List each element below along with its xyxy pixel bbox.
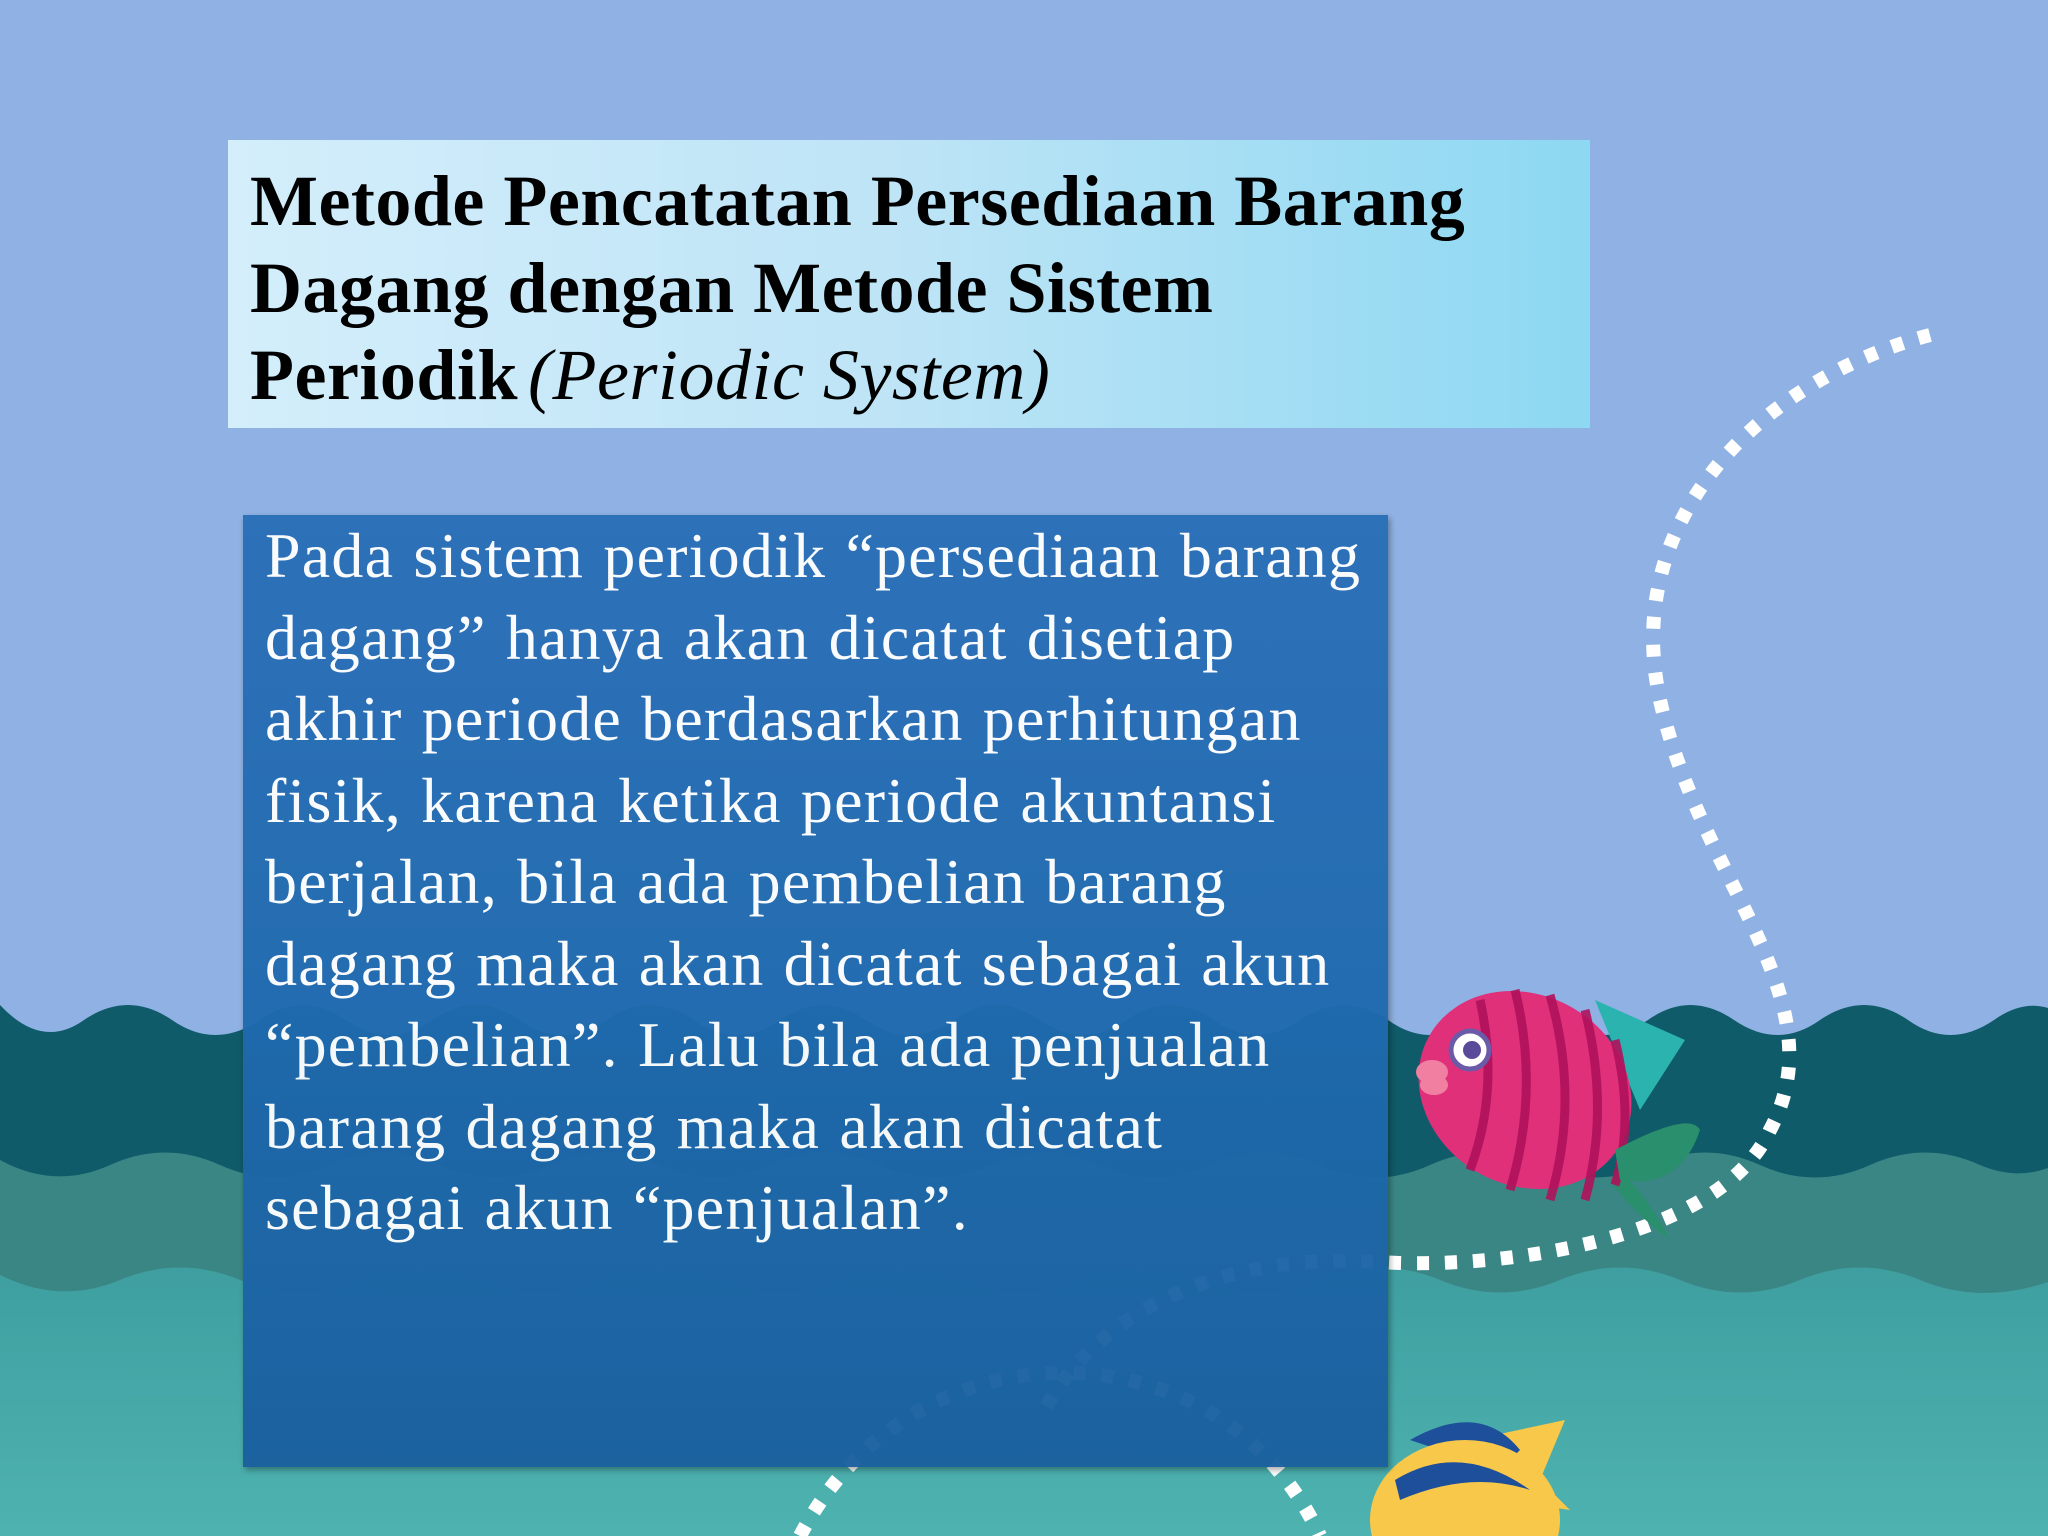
slide-title-plain: Metode Pencatatan Persediaan Barang Dagang dengan Metode Sistem Periodik [250,161,1466,415]
slide-title-italic: (Periodic System) [528,335,1051,415]
title-box [228,140,1590,428]
body-paragraph: Pada sistem periodik “persediaan barang dagang” hanya akan dicatat disetiap akhir periode berdasarkan perhitungan fisik, karena ketika periode akuntansi berjalan, bila ada pembelian barang dagang maka akan dicatat sebagai akun “pembelian”. Lalu bila ada penjualan barang dagang maka akan dicatat sebagai akun “penjualan”. [265,520,1362,1243]
body-text-box [243,515,1388,1467]
slide-title [250,158,1570,419]
